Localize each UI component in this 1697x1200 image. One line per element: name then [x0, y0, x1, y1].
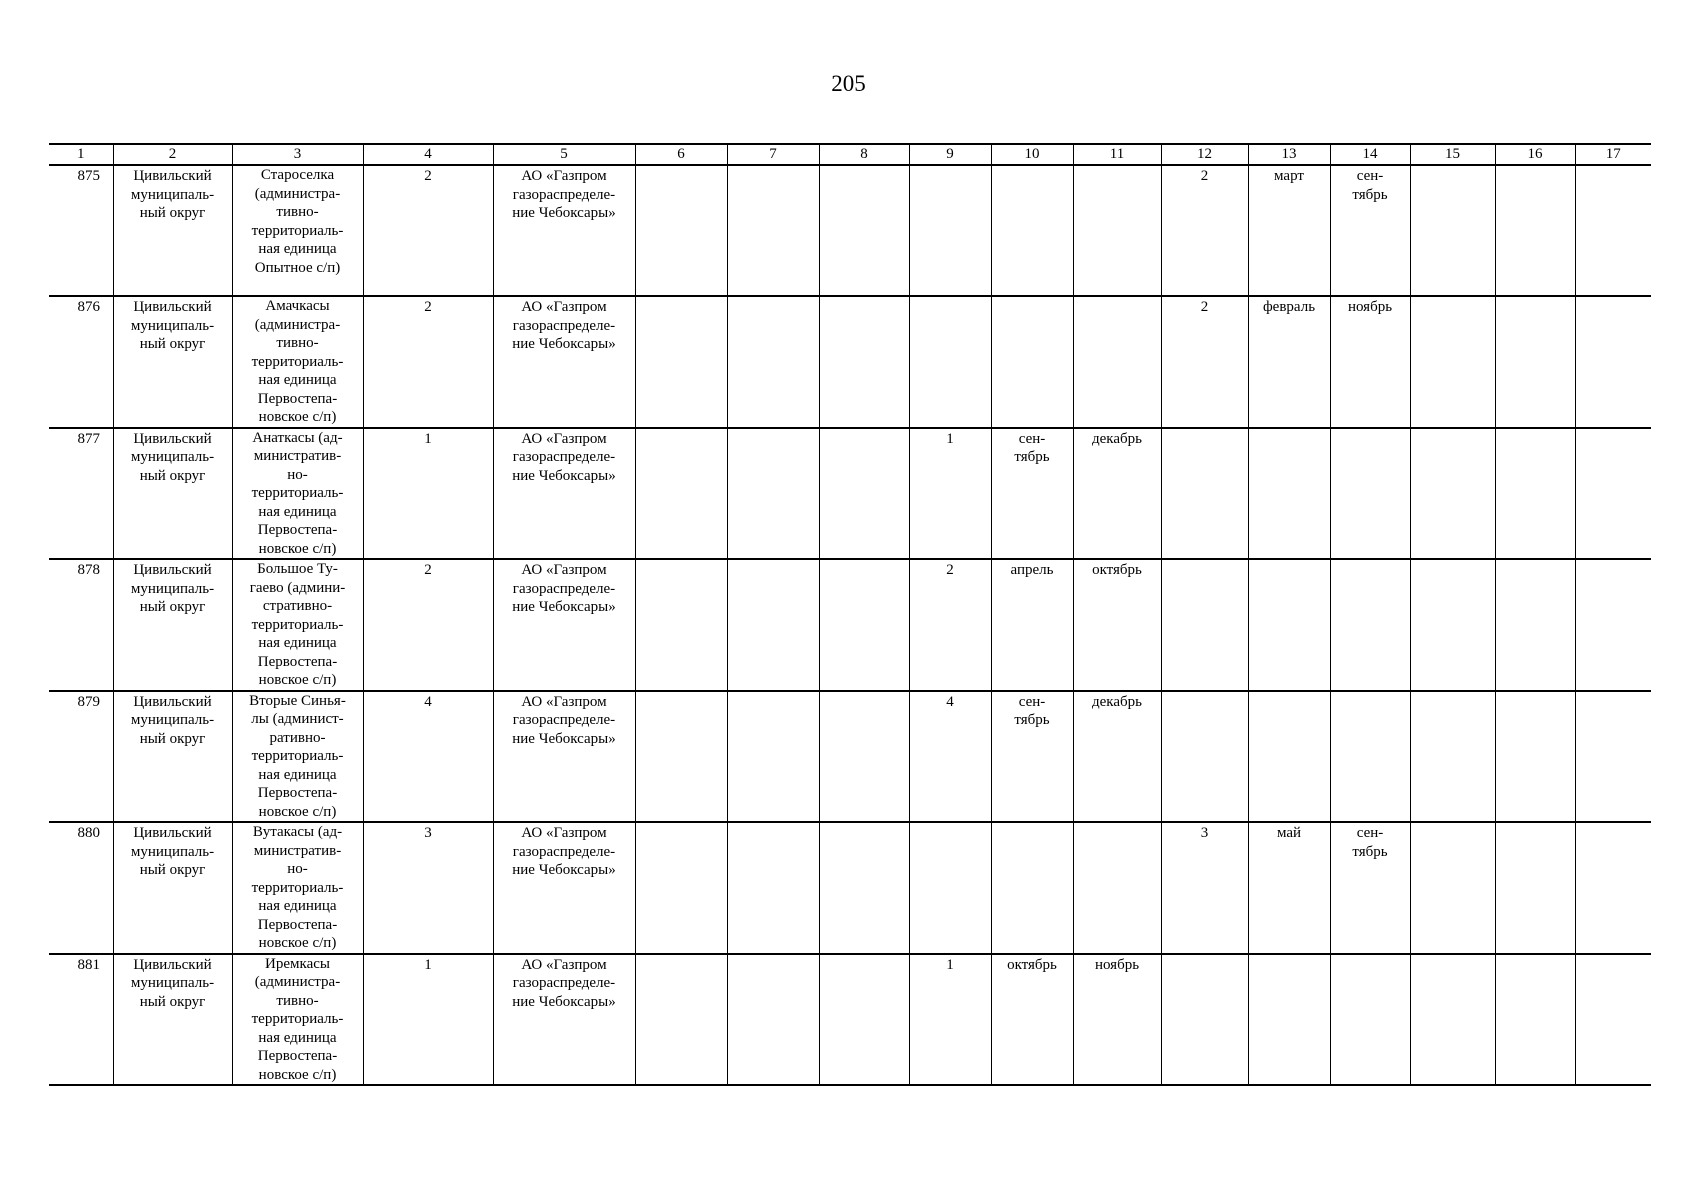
cell-col-15	[1410, 165, 1495, 296]
cell-line: Первостепа-	[257, 653, 338, 670]
cell-col-10	[991, 559, 1073, 691]
cell-quantity: 2	[363, 559, 493, 691]
cell-line: Анаткасы (ад-	[252, 429, 343, 446]
cell-line: тивно-	[276, 204, 319, 220]
cell-col-12: 2	[1161, 165, 1248, 296]
cell-line: Иремкасы	[265, 955, 330, 972]
cell-settlement	[232, 428, 363, 560]
cell-line: новское с/п)	[258, 1066, 337, 1083]
cell-line: новское с/п)	[258, 803, 337, 820]
cell-col-12	[1161, 428, 1248, 560]
cell-col-6	[635, 822, 727, 954]
cell-col-12: 3	[1161, 822, 1248, 954]
cell-col-12	[1161, 559, 1248, 691]
column-header: 1	[49, 144, 113, 165]
cell-line: территориаль-	[251, 353, 344, 370]
cell-line: сен-	[1356, 825, 1384, 841]
cell-col-10	[991, 165, 1073, 296]
cell-col-17	[1575, 428, 1651, 560]
cell-line: ный округ	[139, 599, 206, 615]
cell-col-9: 4	[909, 691, 991, 823]
cell-line: ние Чебоксары»	[512, 467, 616, 484]
column-header: 7	[727, 144, 819, 165]
cell-col-13	[1248, 954, 1330, 1086]
cell-line: новское с/п)	[258, 540, 337, 557]
cell-col-14	[1330, 954, 1410, 1086]
cell-col-11: декабрь	[1073, 428, 1161, 560]
cell-line: газораспределе-	[512, 449, 616, 465]
cell-quantity: 4	[363, 691, 493, 823]
cell-organization	[493, 559, 635, 691]
cell-col-9: 1	[909, 954, 991, 1086]
cell-col-14	[1330, 559, 1410, 691]
table-row	[49, 165, 1651, 296]
cell-line: гаево (админи-	[249, 579, 346, 596]
cell-col-8	[819, 559, 909, 691]
cell-line: территориаль-	[251, 748, 344, 764]
cell-col-15	[1410, 954, 1495, 1086]
cell-col-17	[1575, 954, 1651, 1086]
cell-col-15	[1410, 296, 1495, 428]
cell-row-number: 879	[49, 691, 113, 823]
cell-line: газораспределе-	[512, 712, 616, 728]
cell-col-16	[1495, 691, 1575, 823]
cell-line: май	[1276, 825, 1302, 841]
cell-line: Вторые Синья-	[249, 692, 346, 709]
column-header: 4	[363, 144, 493, 165]
cell-col-10	[991, 954, 1073, 1086]
column-header: 6	[635, 144, 727, 165]
table-row	[49, 691, 1651, 823]
cell-col-11	[1073, 165, 1161, 296]
cell-col-7	[727, 822, 819, 954]
cell-line: (администра-	[254, 185, 341, 202]
cell-line: министратив-	[253, 842, 342, 859]
cell-row-number: 880	[49, 822, 113, 954]
cell-col-10	[991, 822, 1073, 954]
cell-organization	[493, 165, 635, 296]
cell-settlement	[232, 559, 363, 691]
cell-col-15	[1410, 559, 1495, 691]
cell-col-6	[635, 559, 727, 691]
cell-line: ние Чебоксары»	[512, 336, 616, 352]
column-header: 15	[1410, 144, 1495, 165]
cell-col-16	[1495, 954, 1575, 1086]
cell-line: ный округ	[139, 862, 206, 878]
cell-district	[113, 165, 232, 296]
cell-col-8	[819, 165, 909, 296]
table-header	[49, 144, 1651, 165]
cell-line: новское с/п)	[258, 935, 337, 951]
cell-col-11	[1073, 822, 1161, 954]
cell-line: Первостепа-	[257, 522, 338, 538]
cell-col-14	[1330, 428, 1410, 560]
cell-line: ная единица	[258, 241, 337, 257]
cell-col-10	[991, 691, 1073, 823]
cell-line: газораспределе-	[512, 186, 616, 203]
cell-col-9	[909, 165, 991, 296]
cell-line: Цивильский	[133, 825, 212, 841]
cell-line: Амачкасы	[265, 298, 330, 314]
cell-col-14	[1330, 822, 1410, 954]
cell-line: ная единица	[258, 503, 337, 520]
cell-quantity: 2	[363, 296, 493, 428]
cell-line: Вутакасы (ад-	[252, 824, 343, 840]
cell-col-14	[1330, 296, 1410, 428]
cell-col-8	[819, 296, 909, 428]
column-header: 12	[1161, 144, 1248, 165]
cell-line: ная единица	[258, 635, 337, 651]
cell-col-8	[819, 691, 909, 823]
cell-line: (администра-	[254, 316, 341, 333]
cell-line: ный округ	[139, 993, 206, 1010]
cell-col-17	[1575, 691, 1651, 823]
column-header: 11	[1073, 144, 1161, 165]
cell-col-9	[909, 296, 991, 428]
cell-line: муниципаль-	[130, 712, 215, 728]
table-body	[49, 165, 1651, 1085]
cell-col-11: ноябрь	[1073, 954, 1161, 1086]
cell-line: муниципаль-	[130, 186, 215, 203]
cell-line: но-	[287, 861, 308, 877]
cell-col-8	[819, 428, 909, 560]
cell-row-number: 881	[49, 954, 113, 1086]
cell-district	[113, 296, 232, 428]
cell-col-16	[1495, 559, 1575, 691]
cell-district	[113, 822, 232, 954]
cell-line: Первостепа-	[257, 785, 338, 801]
cell-col-14	[1330, 165, 1410, 296]
cell-line: ный округ	[139, 467, 206, 484]
cell-quantity: 3	[363, 822, 493, 954]
cell-line: (администра-	[254, 974, 341, 990]
cell-line: территориаль-	[251, 1011, 344, 1027]
table-row	[49, 559, 1651, 691]
column-header: 17	[1575, 144, 1651, 165]
cell-line: Цивильский	[133, 430, 212, 447]
cell-quantity: 2	[363, 165, 493, 296]
cell-line: ный округ	[139, 730, 206, 747]
cell-col-6	[635, 296, 727, 428]
cell-line: АО «Газпром	[521, 168, 607, 184]
cell-line: Большое Ту-	[257, 561, 338, 577]
cell-settlement	[232, 165, 363, 296]
cell-settlement	[232, 691, 363, 823]
cell-settlement	[232, 822, 363, 954]
cell-row-number: 877	[49, 428, 113, 560]
cell-line: министратив-	[253, 448, 342, 464]
cell-col-12	[1161, 691, 1248, 823]
cell-col-17	[1575, 822, 1651, 954]
cell-row-number: 876	[49, 296, 113, 428]
cell-col-9	[909, 822, 991, 954]
cell-col-16	[1495, 165, 1575, 296]
cell-col-17	[1575, 559, 1651, 691]
cell-line: муниципаль-	[130, 317, 215, 334]
table-row	[49, 954, 1651, 1086]
cell-col-7	[727, 428, 819, 560]
cell-col-7	[727, 954, 819, 1086]
table-row	[49, 296, 1651, 428]
cell-district	[113, 954, 232, 1086]
cell-col-7	[727, 165, 819, 296]
cell-col-6	[635, 954, 727, 1086]
data-table	[49, 143, 1651, 1086]
cell-col-7	[727, 559, 819, 691]
cell-line: АО «Газпром	[521, 299, 607, 315]
cell-line: Первостепа-	[257, 390, 338, 407]
cell-col-6	[635, 691, 727, 823]
cell-col-6	[635, 428, 727, 560]
cell-line: тивно-	[276, 335, 319, 351]
cell-line: ративно-	[269, 729, 326, 746]
cell-col-7	[727, 691, 819, 823]
cell-col-15	[1410, 428, 1495, 560]
column-header: 3	[232, 144, 363, 165]
cell-line: новское с/п)	[258, 409, 337, 425]
cell-line: тивно-	[276, 992, 319, 1009]
cell-line: тябрь	[1014, 449, 1050, 465]
cell-line: новское с/п)	[258, 672, 337, 688]
cell-col-8	[819, 822, 909, 954]
cell-line: сен-	[1018, 430, 1046, 447]
cell-col-8	[819, 954, 909, 1086]
cell-line: АО «Газпром	[521, 956, 607, 973]
cell-line: территориаль-	[251, 485, 344, 501]
cell-line: октябрь	[1007, 956, 1057, 973]
column-header: 14	[1330, 144, 1410, 165]
cell-col-9: 2	[909, 559, 991, 691]
cell-line: муниципаль-	[130, 843, 215, 860]
column-header: 8	[819, 144, 909, 165]
cell-line: ная единица	[258, 1029, 337, 1046]
column-header: 5	[493, 144, 635, 165]
cell-line: ная единица	[258, 898, 337, 914]
cell-line: Опытное с/п)	[254, 259, 341, 276]
cell-col-9: 1	[909, 428, 991, 560]
cell-col-13	[1248, 296, 1330, 428]
cell-district	[113, 428, 232, 560]
column-header: 10	[991, 144, 1073, 165]
cell-line: газораспределе-	[512, 580, 616, 597]
cell-quantity: 1	[363, 428, 493, 560]
cell-col-10	[991, 428, 1073, 560]
cell-organization	[493, 691, 635, 823]
cell-line: ние Чебоксары»	[512, 599, 616, 615]
cell-line: сен-	[1356, 168, 1384, 184]
cell-line: Цивильский	[133, 693, 212, 710]
cell-line: Староселка	[260, 167, 335, 183]
cell-line: ние Чебоксары»	[512, 730, 616, 747]
cell-line: лы (админист-	[251, 711, 344, 727]
cell-line: ная единица	[258, 372, 337, 388]
cell-line: Цивильский	[133, 562, 212, 578]
cell-line: ная единица	[258, 766, 337, 783]
cell-line: тябрь	[1014, 712, 1050, 728]
cell-line: территориаль-	[251, 616, 344, 633]
cell-col-14	[1330, 691, 1410, 823]
cell-organization	[493, 954, 635, 1086]
cell-line: Первостепа-	[257, 916, 338, 933]
cell-col-17	[1575, 296, 1651, 428]
table-row	[49, 822, 1651, 954]
cell-settlement	[232, 296, 363, 428]
table-row	[49, 428, 1651, 560]
cell-line: ноябрь	[1347, 299, 1393, 315]
cell-line: газораспределе-	[512, 317, 616, 334]
cell-col-13	[1248, 428, 1330, 560]
cell-line: Первостепа-	[257, 1048, 338, 1064]
cell-line: муниципаль-	[130, 580, 215, 597]
cell-col-16	[1495, 296, 1575, 428]
cell-col-13	[1248, 822, 1330, 954]
cell-line: АО «Газпром	[521, 562, 607, 578]
page-number: 205	[831, 71, 866, 96]
cell-line: Цивильский	[133, 299, 212, 315]
cell-line: тябрь	[1352, 186, 1388, 203]
cell-col-17	[1575, 165, 1651, 296]
cell-line: ный округ	[139, 205, 206, 221]
cell-col-16	[1495, 428, 1575, 560]
cell-col-13	[1248, 165, 1330, 296]
cell-col-11	[1073, 296, 1161, 428]
cell-line: АО «Газпром	[521, 430, 607, 447]
cell-row-number: 875	[49, 165, 113, 296]
cell-line: ный округ	[139, 336, 206, 352]
cell-col-6	[635, 165, 727, 296]
cell-line: Цивильский	[133, 168, 212, 184]
cell-quantity: 1	[363, 954, 493, 1086]
column-header: 2	[113, 144, 232, 165]
cell-col-12	[1161, 954, 1248, 1086]
cell-line: АО «Газпром	[521, 825, 607, 841]
cell-organization	[493, 296, 635, 428]
column-header: 13	[1248, 144, 1330, 165]
cell-line: тябрь	[1352, 843, 1388, 860]
cell-line: но-	[287, 466, 308, 483]
cell-line: сен-	[1018, 693, 1046, 710]
cell-settlement	[232, 954, 363, 1086]
cell-line: АО «Газпром	[521, 693, 607, 710]
cell-col-13	[1248, 559, 1330, 691]
cell-col-15	[1410, 691, 1495, 823]
cell-line: февраль	[1262, 299, 1316, 315]
column-header: 16	[1495, 144, 1575, 165]
cell-line: муниципаль-	[130, 449, 215, 465]
cell-col-11: декабрь	[1073, 691, 1161, 823]
cell-line: ние Чебоксары»	[512, 862, 616, 878]
cell-col-10	[991, 296, 1073, 428]
cell-col-7	[727, 296, 819, 428]
cell-col-11: октябрь	[1073, 559, 1161, 691]
cell-line: ние Чебоксары»	[512, 205, 616, 221]
cell-line: ние Чебоксары»	[512, 993, 616, 1010]
cell-row-number: 878	[49, 559, 113, 691]
cell-col-12: 2	[1161, 296, 1248, 428]
cell-line: территориаль-	[251, 879, 344, 896]
cell-line: март	[1274, 168, 1304, 184]
cell-line: Цивильский	[133, 956, 212, 973]
cell-line: муниципаль-	[130, 975, 215, 991]
column-header: 9	[909, 144, 991, 165]
cell-line: газораспределе-	[512, 975, 616, 991]
cell-organization	[493, 822, 635, 954]
header-row	[49, 144, 1651, 165]
cell-col-13	[1248, 691, 1330, 823]
cell-col-15	[1410, 822, 1495, 954]
cell-district	[113, 691, 232, 823]
cell-line: стративно-	[262, 598, 333, 614]
cell-line: территориаль-	[251, 222, 344, 239]
cell-line: апрель	[1010, 562, 1054, 578]
cell-line: газораспределе-	[512, 843, 616, 860]
cell-district	[113, 559, 232, 691]
cell-col-16	[1495, 822, 1575, 954]
cell-organization	[493, 428, 635, 560]
